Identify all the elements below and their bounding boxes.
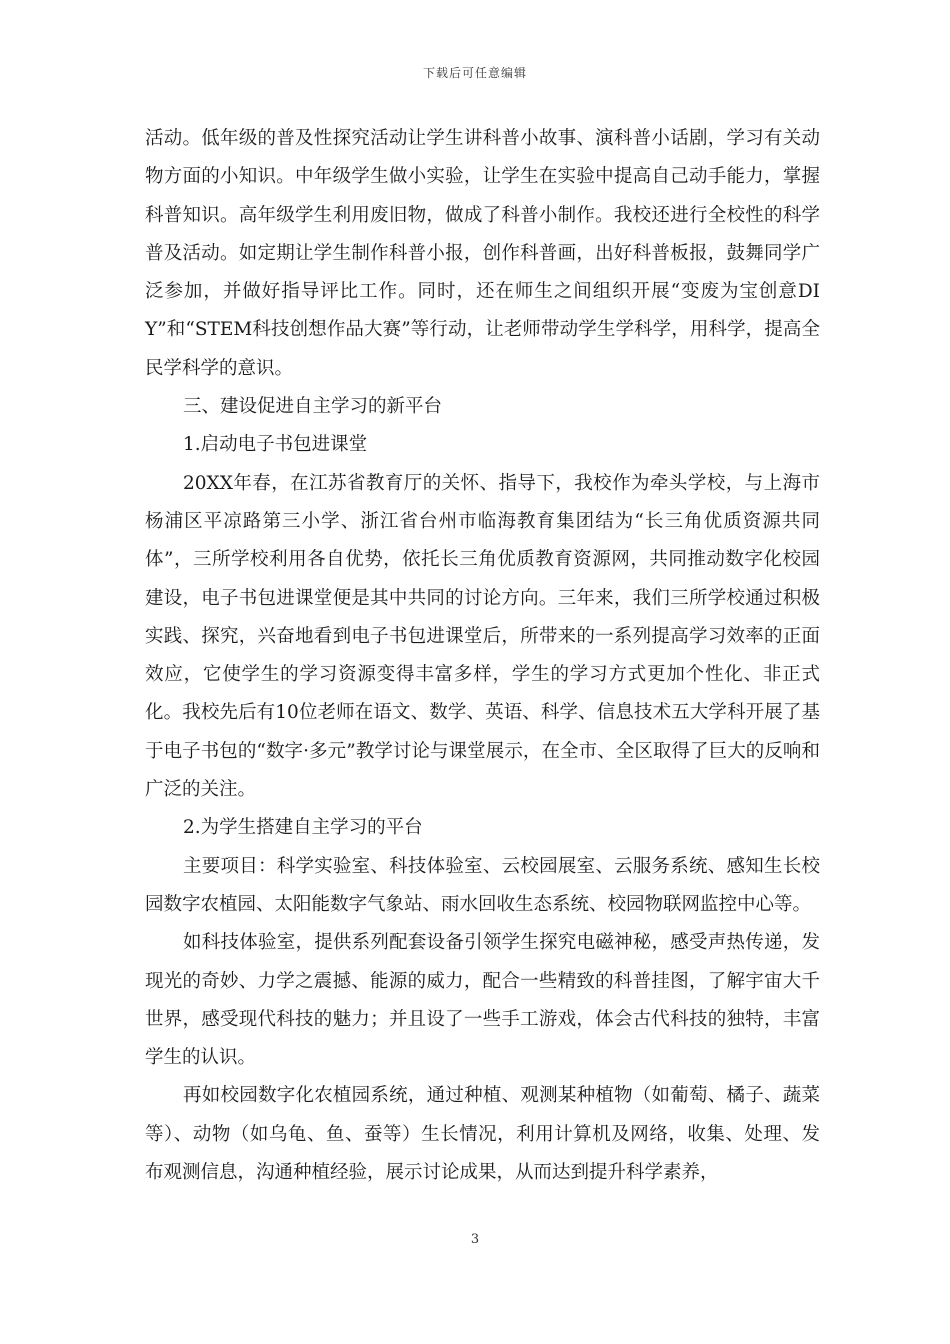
- page-number: 3: [470, 1232, 480, 1247]
- section-heading-three: 三、建设促进自主学习的新平台: [183, 396, 443, 418]
- subsection-heading-2: 2.为学生搭建自主学习的平台: [183, 817, 423, 839]
- page-header: 下载后可任意编辑: [422, 66, 527, 80]
- paragraph-tech-experience-room: 如科技体验室，提供系列配套设备引领学生探究电磁神秘，感受声热传递，发现光的奇妙、力学之震撼、能源的威力，配合一些精致的科普挂图，了解宇宙大千世界，感受现代科技的魅力；并且设了一些手工游戏，体会古代科技的独特，丰富学生的认识。: [145, 932, 820, 1069]
- paragraph-activities-continued: 活动。低年级的普及性探究活动让学生讲科普小故事、演科普小话剧，学习有关动物方面的小知识。中年级学生做小实验，让学生在实验中提高自己动手能力，掌握科普知识。高年级学生利用废旧物，做成了科普小制作。我校还进行全校性的科学普及活动。如定期让学生制作科普小报，创作科普画，出好科普板报，鼓舞同学广泛参加，并做好指导评比工作。同时，还在师生之间组织开展“变废为宝创意DIY”和“STEM科技创想作品大赛”等行动，让老师带动学生学科学，用科学，提高全民学科学的意识。: [145, 128, 820, 379]
- paragraph-ebook-program: 20XX年春，在江苏省教育厅的关怀、指导下，我校作为牵头学校，与上海市杨浦区平凉路第三小学、浙江省台州市临海教育集团结为“长三角优质资源共同体”，三所学校利用各自优势，依托长三角优质教育资源网，共同推动数字化校园建设，电子书包进课堂便是其中共同的讨论方向。三年来，我们三所学校通过积极实践、探究，兴奋地看到电子书包进课堂后，所带来的一系列提高学习效率的正面效应，它使学生的学习资源变得丰富多样，学生的学习方式更加个性化、非正式化。我校先后有10位老师在语文、数学、英语、科学、信息技术五大学科开展了基于电子书包的“数字·多元”教学讨论与课堂展示，在全市、全区取得了巨大的反响和广泛的关注。: [145, 472, 820, 801]
- subsection-heading-1: 1.启动电子书包进课堂: [183, 434, 368, 456]
- paragraph-digital-farm: 再如校园数字化农植园系统，通过种植、观测某种植物（如葡萄、橘子、蔬菜等）、动物（如乌龟、鱼、蚕等）生长情况，利用计算机及网络，收集、处理、发布观测信息，沟通种植经验，展示讨论成果，从而达到提升科学素养，: [145, 1085, 820, 1184]
- document-body: [145, 120, 820, 1192]
- paragraph-main-projects: 主要项目：科学实验室、科技体验室、云校园展室、云服务系统、感知生长校园数字农植园、太阳能数字气象站、雨水回收生态系统、校园物联网监控中心等。: [145, 855, 820, 915]
